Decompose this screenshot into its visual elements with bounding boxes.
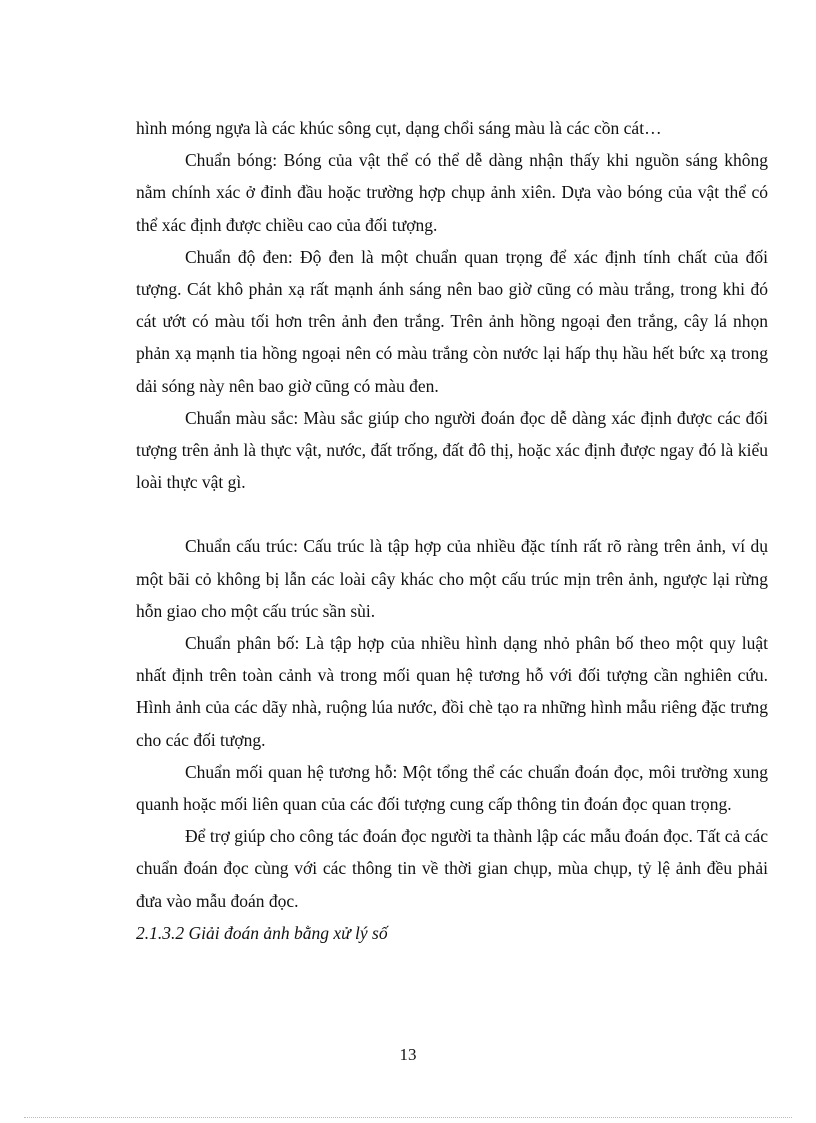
paragraph-texture-criterion: Chuẩn cấu trúc: Cấu trúc là tập hợp của nhiều đặc tính rất rõ ràng trên ảnh, ví dụ một bãi cỏ không bị lẫn các loài cây khác cho một cấu trúc mịn trên ảnh, ngược lại rừng hỗn giao cho một cấu trúc sần sùi. — [136, 536, 768, 621]
page-number: 13 — [399, 1045, 417, 1064]
paragraph-interpretation-keys: Để trợ giúp cho công tác đoán đọc người ta thành lập các mẫu đoán đọc. Tất cả các chuẩn đoán đọc cùng với các thông tin về thời gian chụp, mùa chụp, tỷ lệ ảnh đều phải đưa vào mẫu đoán đọc. — [136, 826, 768, 911]
section-heading: 2.1.3.2 Giải đoán ảnh bằng xử lý số — [136, 922, 388, 943]
page-body — [136, 112, 768, 949]
paragraph-color-criterion: Chuẩn màu sắc: Màu sắc giúp cho người đoán đọc dễ dàng xác định được các đối tượng trên ảnh là thực vật, nước, đất trống, đất đô thị, hoặc xác định được ngay đó là kiểu loài thực vật gì. — [136, 407, 768, 493]
paragraph-shadow-criterion: Chuẩn bóng: Bóng của vật thể có thể dễ dàng nhận thấy khi nguồn sáng không nằm chính xác ở đỉnh đầu hoặc trường hợp chụp ảnh xiên. Dựa vào bóng của vật thể có thể xác định được chiều cao của đối tượng. — [136, 150, 768, 235]
paragraph-pattern-criterion: Chuẩn phân bố: Là tập hợp của nhiều hình dạng nhỏ phân bố theo một quy luật nhất định trên toàn cảnh và trong mối quan hệ tương hỗ với đối tượng cần nghiên cứu. Hình ảnh của các dãy nhà, ruộng lúa nước, đồi chè tạo ra những hình mẫu riêng đặc trưng cho các đối tượng. — [136, 633, 768, 750]
page-bottom-divider — [24, 1117, 792, 1118]
paragraph-continuation: hình móng ngựa là các khúc sông cụt, dạng chổi sáng màu là các cồn cát… — [136, 118, 662, 138]
paragraph-association-criterion: Chuẩn mối quan hệ tương hỗ: Một tổng thể các chuẩn đoán đọc, môi trường xung quanh hoặc mối liên quan của các đối tượng cung cấp thông tin đoán đọc quan trọng. — [136, 761, 768, 815]
paragraph-tone-criterion: Chuẩn độ đen: Độ đen là một chuẩn quan trọng để xác định tính chất của đối tượng. Cát khô phản xạ rất mạnh ánh sáng nên bao giờ cũng có màu trắng, trong khi đó cát ướt có màu tối hơn trên ảnh đen trắng. Trên ảnh hồng ngoại đen trắng, cây lá nhọn phản xạ mạnh tia hồng ngoại nên có màu trắng còn nước lại hấp thụ hầu hết bức xạ trong dải sóng này nên bao giờ cũng có màu đen. — [136, 246, 768, 396]
paragraph-gap — [136, 498, 768, 530]
